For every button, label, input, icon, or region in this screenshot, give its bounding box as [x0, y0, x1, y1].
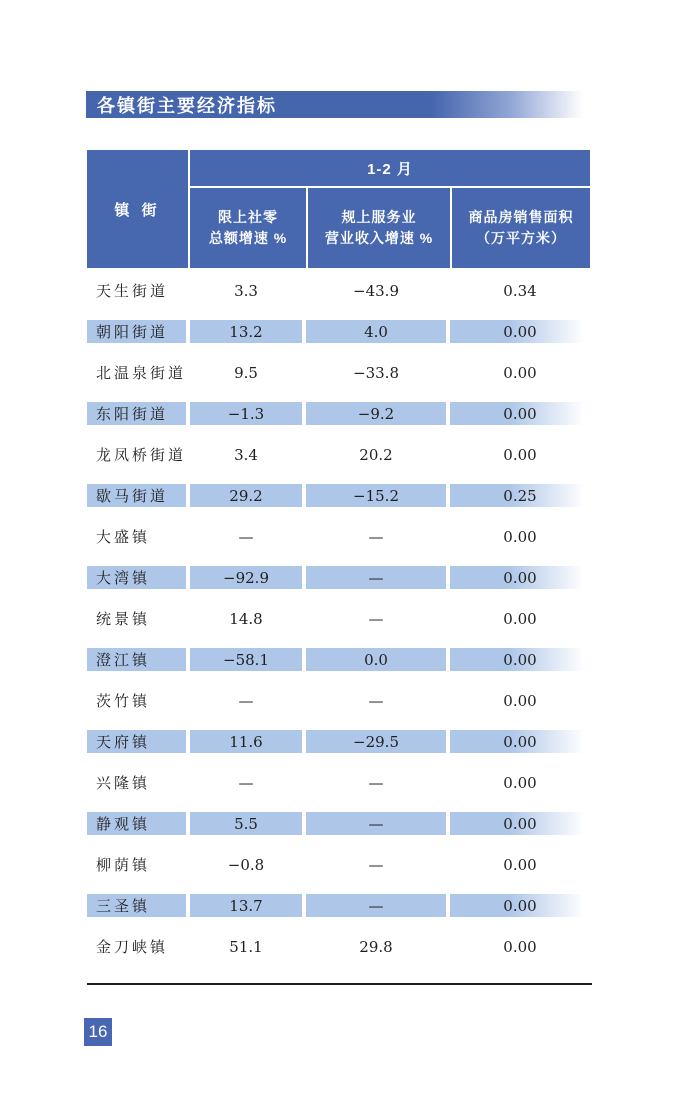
section-title: 各镇街主要经济指标: [97, 95, 277, 116]
row-name: 龙凤桥街道: [96, 446, 187, 464]
row-value: −9.2: [306, 402, 450, 425]
column-header-housing-sales-area: [450, 188, 590, 268]
row-value: 13.2: [190, 320, 306, 343]
table-header: [87, 150, 590, 268]
row-name: 朝阳街道: [87, 320, 190, 343]
table-row: [87, 516, 590, 557]
table-row: [87, 434, 590, 475]
row-value: 0.00: [450, 648, 590, 671]
row-value: 0.00: [450, 320, 590, 343]
table-row: [87, 557, 590, 598]
page-number: 16: [88, 1022, 108, 1041]
row-value: —: [368, 527, 384, 546]
row-value: −1.3: [190, 402, 306, 425]
row-value: 0.00: [503, 609, 537, 628]
row-value: 0.00: [450, 894, 590, 917]
column-group-header-period: 1-2 月: [190, 150, 590, 188]
row-name: 茨竹镇: [96, 692, 151, 710]
table-row: [87, 311, 590, 352]
row-value: 29.2: [190, 484, 306, 507]
row-value: —: [306, 566, 450, 589]
table-row: [87, 598, 590, 639]
column-header-line: （万平方米）: [476, 230, 566, 246]
row-value: −0.8: [227, 855, 265, 874]
row-value: —: [238, 527, 254, 546]
row-value: 0.00: [450, 812, 590, 835]
row-value: −29.5: [306, 730, 450, 753]
row-value: −43.9: [353, 281, 399, 300]
row-name: 大盛镇: [96, 528, 151, 546]
row-value: 0.00: [503, 527, 537, 546]
row-value: —: [368, 609, 384, 628]
table-bottom-rule: [87, 983, 592, 985]
row-value: 0.00: [503, 691, 537, 710]
page-number-badge: [84, 1018, 112, 1046]
column-header-line: 总额增速 %: [208, 230, 288, 246]
column-header-retail-growth: [190, 188, 306, 268]
row-value: 0.0: [306, 648, 450, 671]
row-name: 柳荫镇: [96, 856, 151, 874]
row-value: 0.34: [503, 281, 537, 300]
row-value: 3.4: [234, 445, 258, 464]
table-row: [87, 639, 590, 680]
row-name: 天生街道: [96, 282, 169, 300]
row-name: 北温泉街道: [96, 364, 187, 382]
row-value: 0.00: [503, 855, 537, 874]
section-title-bar: [86, 91, 593, 118]
row-value: 0.25: [450, 484, 590, 507]
row-value: 13.7: [190, 894, 306, 917]
table-row: [87, 844, 590, 885]
row-value: −33.8: [353, 363, 399, 382]
row-name: 大湾镇: [87, 566, 190, 589]
row-value: 29.8: [359, 937, 393, 956]
row-value: 0.00: [503, 773, 537, 792]
row-value: 14.8: [229, 609, 263, 628]
table-row: [87, 803, 590, 844]
row-value: 0.00: [503, 937, 537, 956]
row-value: —: [306, 894, 450, 917]
row-value: 4.0: [306, 320, 450, 343]
column-header-line: 规上服务业: [341, 209, 417, 225]
row-name: 天府镇: [87, 730, 190, 753]
column-header-line: 商品房销售面积: [468, 209, 574, 225]
row-value: 51.1: [229, 937, 263, 956]
column-header-town: 镇 街: [87, 150, 190, 268]
row-value: 9.5: [234, 363, 258, 382]
row-name: 三圣镇: [87, 894, 190, 917]
column-header-service-revenue-growth: [306, 188, 450, 268]
column-header-line: 营业收入增速 %: [324, 230, 434, 246]
row-name: 静观镇: [87, 812, 190, 835]
row-name: 澄江镇: [87, 648, 190, 671]
row-value: 0.00: [450, 730, 590, 753]
economic-indicators-table: [87, 150, 590, 967]
table-row: [87, 680, 590, 721]
row-value: —: [238, 691, 254, 710]
row-value: −92.9: [190, 566, 306, 589]
row-value: 0.00: [503, 445, 537, 464]
table-row: [87, 926, 590, 967]
row-name: 东阳街道: [87, 402, 190, 425]
row-value: —: [238, 773, 254, 792]
row-value: —: [368, 773, 384, 792]
row-value: 0.00: [503, 363, 537, 382]
table-row: [87, 352, 590, 393]
column-header-line: 限上社零: [218, 209, 278, 225]
row-name: 统景镇: [96, 610, 151, 628]
row-name: 兴隆镇: [96, 774, 151, 792]
row-value: —: [368, 691, 384, 710]
table-header-right: [190, 150, 590, 268]
table-row: [87, 270, 590, 311]
table-row: [87, 475, 590, 516]
table-row: [87, 762, 590, 803]
table-subheader-row: [190, 188, 590, 268]
table-row: [87, 885, 590, 926]
table-row: [87, 721, 590, 762]
table-body: [87, 270, 590, 967]
row-value: 11.6: [190, 730, 306, 753]
row-name: 歇马街道: [87, 484, 190, 507]
row-value: 3.3: [234, 281, 258, 300]
row-value: 0.00: [450, 402, 590, 425]
row-value: —: [306, 812, 450, 835]
row-value: —: [368, 855, 384, 874]
row-value: −58.1: [190, 648, 306, 671]
row-value: 20.2: [359, 445, 393, 464]
table-row: [87, 393, 590, 434]
row-value: −15.2: [306, 484, 450, 507]
row-value: 5.5: [190, 812, 306, 835]
row-name: 金刀峡镇: [96, 938, 169, 956]
row-value: 0.00: [450, 566, 590, 589]
